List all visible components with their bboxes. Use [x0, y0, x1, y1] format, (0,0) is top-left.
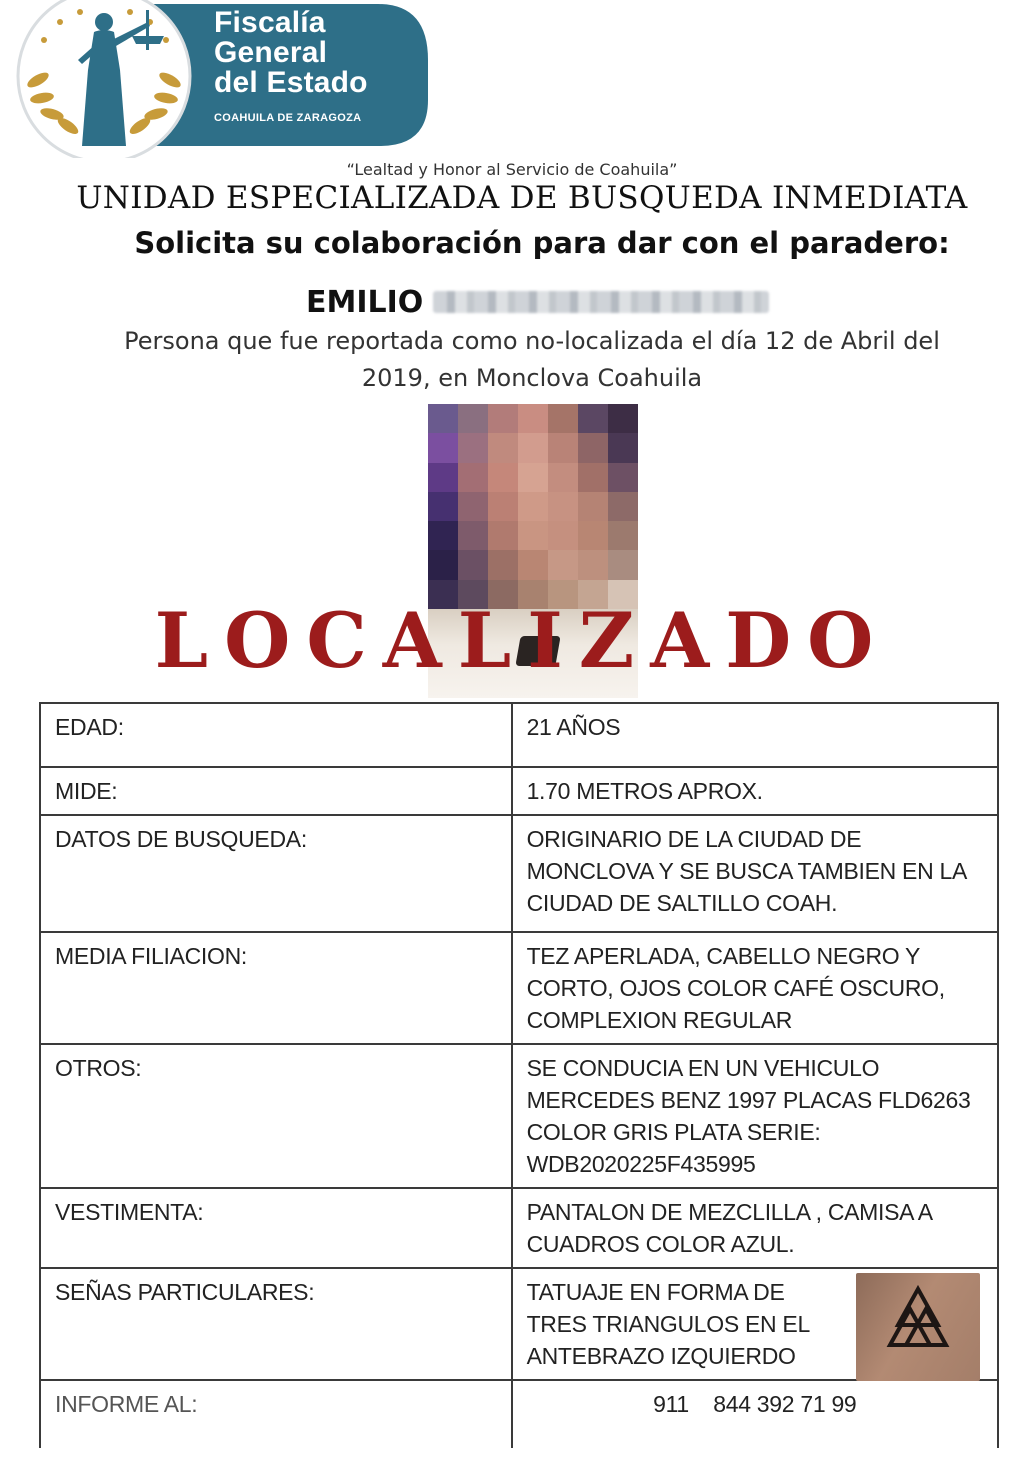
mosaic-tile — [578, 492, 608, 521]
person-name-row — [306, 282, 769, 322]
mosaic-tile — [458, 463, 488, 492]
row-value: TEZ APERLADA, CABELLO NEGRO Y CORTO, OJOS COLOR CAFÉ OSCURO, COMPLEXION REGULAR — [512, 932, 998, 1044]
row-label: OTROS: — [40, 1044, 512, 1188]
row-label: MEDIA FILIACION: — [40, 932, 512, 1044]
logo-line-3: del Estado — [214, 66, 368, 99]
table-row — [40, 1380, 998, 1456]
mosaic-tile — [458, 492, 488, 521]
mosaic-tile — [608, 521, 638, 550]
mosaic-tile — [458, 433, 488, 462]
logo-line-2: General — [214, 36, 328, 69]
mosaic-tile — [458, 550, 488, 579]
table-row — [40, 932, 998, 1044]
logo-line-1: Fiscalía — [214, 6, 326, 39]
table-row — [40, 1044, 998, 1188]
mosaic-tile — [578, 433, 608, 462]
unit-title: UNIDAD ESPECIALIZADA DE BUSQUEDA INMEDIATA — [76, 180, 968, 216]
mosaic-tile — [488, 463, 518, 492]
row-value: 21 AÑOS — [512, 703, 998, 767]
mosaic-tile — [518, 463, 548, 492]
mosaic-tile — [428, 550, 458, 579]
mosaic-tile — [518, 521, 548, 550]
table-row — [40, 767, 998, 815]
row-label: DATOS DE BUSQUEDA: — [40, 815, 512, 932]
mosaic-tile — [608, 492, 638, 521]
mosaic-tile — [428, 492, 458, 521]
mosaic-tile — [548, 404, 578, 433]
mosaic-tile — [428, 433, 458, 462]
table-row — [40, 1188, 998, 1268]
mosaic-tile — [548, 550, 578, 579]
mosaic-tile — [428, 463, 458, 492]
tattoo-cell — [512, 1268, 998, 1380]
motto: “Lealtad y Honor al Servicio de Coahuila” — [346, 160, 678, 179]
mosaic-tile — [608, 550, 638, 579]
mosaic-tile — [488, 521, 518, 550]
tattoo-photo — [856, 1273, 980, 1381]
located-stamp: LOCALIZADO — [154, 596, 890, 685]
row-value: 1.70 METROS APROX. — [512, 767, 998, 815]
mosaic-tile — [578, 521, 608, 550]
mosaic-tile — [518, 550, 548, 579]
table-row — [40, 703, 998, 767]
row-label: VESTIMENTA: — [40, 1188, 512, 1268]
mosaic-tile — [518, 433, 548, 462]
mosaic-tile — [578, 550, 608, 579]
row-value: PANTALON DE MEZCLILLA , CAMISA A CUADROS COLOR AZUL. — [512, 1188, 998, 1268]
person-first-name: EMILIO — [306, 284, 424, 320]
mosaic-tile — [548, 492, 578, 521]
logo-wordmark — [214, 8, 368, 124]
row-label: EDAD: — [40, 703, 512, 767]
row-label: INFORME AL: — [40, 1380, 512, 1456]
mosaic-tile — [518, 404, 548, 433]
person-details-table — [39, 702, 999, 1457]
mosaic-tile — [428, 521, 458, 550]
report-text-line-1: Persona que fue reportada como no-localizada el día 12 de Abril del — [124, 327, 940, 355]
mosaic-tile — [548, 463, 578, 492]
mosaic-tile — [488, 550, 518, 579]
agency-logo — [8, 0, 428, 158]
logo-state-name: COAHUILA DE ZARAGOZA — [214, 112, 362, 124]
mosaic-tile — [458, 521, 488, 550]
row-value: SE CONDUCIA EN UN VEHICULO MERCEDES BENZ 1997 PLACAS FLD6263 COLOR GRIS PLATA SERIE: WDB2020225F435995 — [512, 1044, 998, 1188]
bottom-margin — [0, 1448, 1024, 1463]
report-text-line-2: 2019, en Monclova Coahuila — [361, 364, 703, 392]
row-value: ORIGINARIO DE LA CIUDAD DE MONCLOVA Y SE BUSCA TAMBIEN EN LA CIUDAD DE SALTILLO COAH. — [512, 815, 998, 932]
mosaic-tile — [608, 463, 638, 492]
mosaic-tile — [578, 404, 608, 433]
mosaic-tile — [458, 404, 488, 433]
mosaic-tile — [488, 404, 518, 433]
table-row — [40, 1268, 998, 1380]
pixelated-face — [428, 404, 638, 609]
mosaic-tile — [488, 433, 518, 462]
table-row — [40, 815, 998, 932]
mosaic-tile — [428, 404, 458, 433]
row-label: SEÑAS PARTICULARES: — [40, 1268, 512, 1380]
mosaic-tile — [518, 492, 548, 521]
mosaic-tile — [488, 492, 518, 521]
mosaic-tile — [548, 433, 578, 462]
triangles-tattoo-icon — [886, 1285, 950, 1357]
request-text: Solicita su colaboración para dar con el paradero: — [134, 226, 950, 260]
row-value: TATUAJE EN FORMA DE TRES TRIANGULOS EN EL ANTEBRAZO IZQUIERDO — [526, 1279, 810, 1369]
row-label: MIDE: — [40, 767, 512, 815]
contact-phone: 911 844 392 71 99 — [512, 1380, 998, 1456]
mosaic-tile — [578, 463, 608, 492]
mosaic-tile — [608, 433, 638, 462]
redacted-surname — [433, 291, 769, 313]
mosaic-tile — [548, 521, 578, 550]
mosaic-tile — [608, 404, 638, 433]
